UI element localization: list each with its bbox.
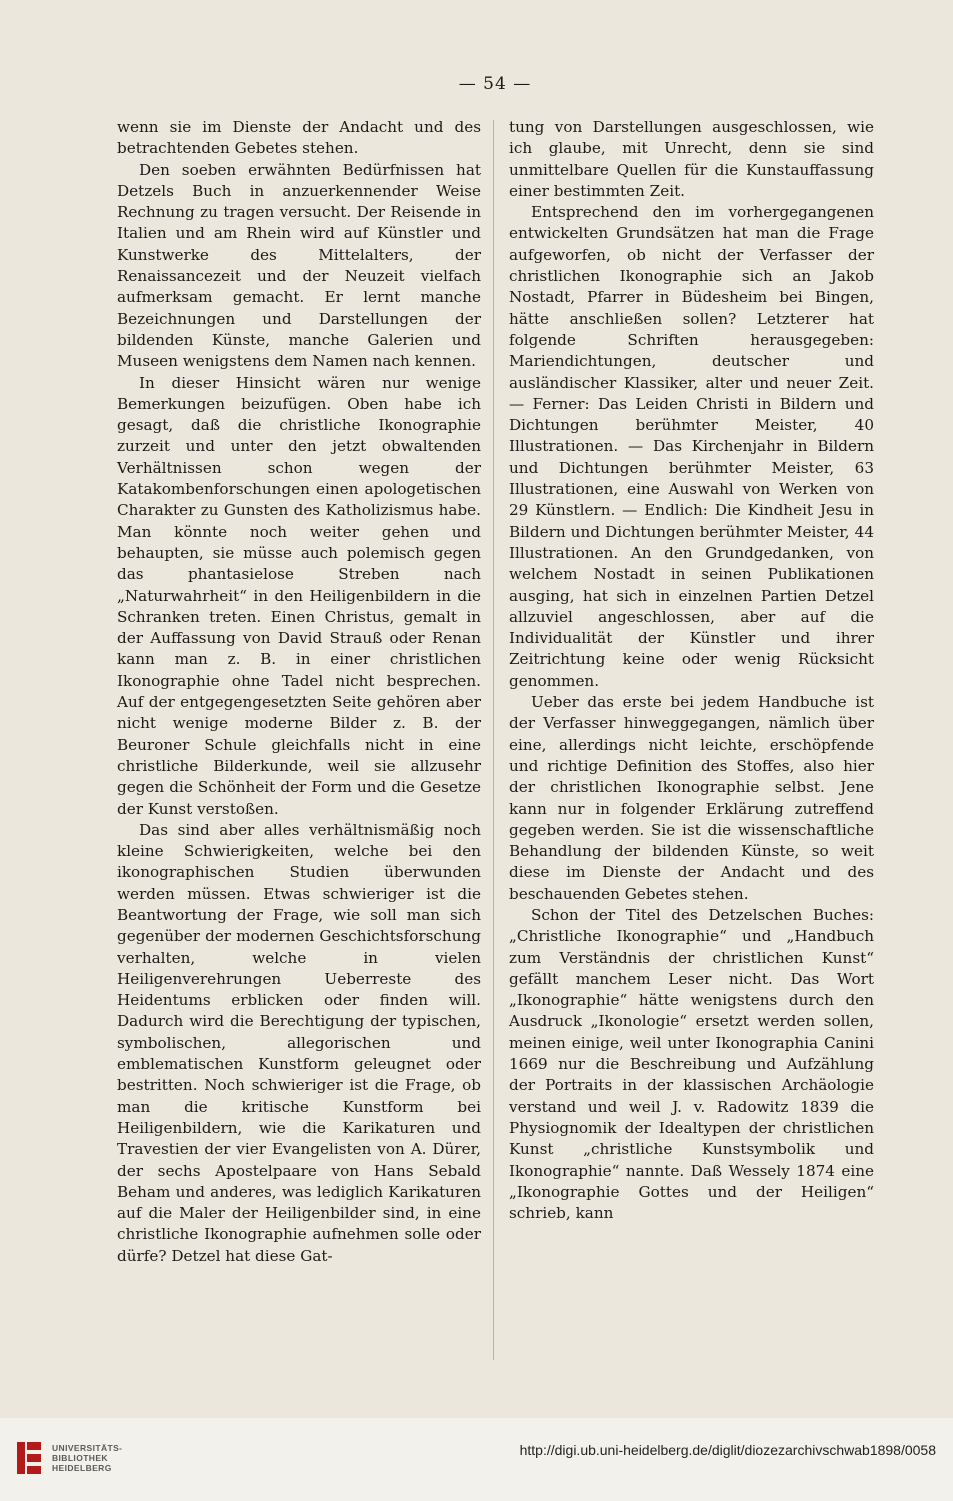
paragraph: Das sind aber alles verhältnismäßig noch kleine Schwierigkeiten, welche bei den ikonographischen Studien überwunden werden müssen. Etwas schwieriger ist die Beantwortung der Frage, wie soll man sich gegenüber der modernen Geschichtsforschung verhalten, welche in vielen Heiligenverehrungen Ueberreste des Heidentums erblicken oder finden will. Dadurch wird die Berechtigung der typischen, symbolischen, allegorischen und emblematischen Kunstform geleugnet oder bestritten. Noch schwieriger ist die Frage, ob man die kritische Kunstform bei Heiligenbildern, wie die Karikaturen und Travestien der vier Evangelisten von A. Dürer, der sechs Apostelpaare von Hans Sebald Beham und anderes, was lediglich Karikaturen auf die Maler der Heiligenbilder sind, in eine christliche Ikonographie aufnehmen solle oder dürfe? Detzel hat diese Gat- <box>117 820 481 1265</box>
paragraph: Ueber das erste bei jedem Handbuche ist der Verfasser hinweggegangen, nämlich über eine, allerdings nicht leichte, erschöpfende und richtige Definition des Stoffes, also hier der christlichen Ikonographie selbst. Jene kann nur in folgender Erklärung zutreffend gegeben werden. Sie ist die wissenschaftliche Behandlung der bildenden Künste, so weit diese im Dienste der Andacht und des beschauenden Gebetes stehen. <box>509 693 874 903</box>
paragraph: Entsprechend den im vorhergegangenen entwickelten Grundsätzen hat man die Frage aufgeworfen, ob nicht der Verfasser der christlichen Ikonographie sich an Jakob Nostadt, Pfarrer in Büdesheim bei Bingen, hätte anschließen sollen? Letzterer hat folgende Schriften herausgegeben: Mariendichtungen, deutscher und ausländischer Klassiker, alter und neuer Zeit. — Ferner: Das Leiden Christi in Bildern und Dichtungen berühmter Meister, 40 Illustrationen. — Das Kirchenjahr in Bildern und Dichtungen berühmter Meister, 63 Illustrationen, eine Auswahl von Werken von 29 Künstlern. — Endlich: Die Kindheit Jesu in Bildern und Dichtungen berühmter Meister, 44 Illustrationen. An den Grundgedanken, von welchem Nostadt in seinen Publikationen ausging, hat sich in einzelnen Partien Detzel allzuviel angeschlossen, aber auf die Individualität der Künstler und ihrer Zeitrichtung keine oder wenig Rücksicht genommen. <box>509 203 874 690</box>
library-logo[interactable] <box>14 1438 122 1478</box>
paragraph: Schon der Titel des Detzelschen Buches: „Christliche Ikonographie“ und „Handbuch zum Verständnis der christlichen Kunst“ gefällt manchem Leser nicht. Das Wort „Ikonographie“ hätte wenigstens durch den Ausdruck „Ikonologie“ ersetzt werden sollen, meinen einige, weil unter Ikonographia Canini 1669 nur die Beschreibung und Aufzählung der Portraits in der klassischen Archäologie verstand und weil J. v. Radowitz 1839 die Physiognomik der Idealtypen der christlichen Kunst „christliche Kunstsymbolik und Ikonographie“ nannte. Daß Wessely 1874 eine „Ikonographie Gottes und der Heiligen“ schrieb, kann <box>509 905 874 1223</box>
library-name <box>52 1443 122 1473</box>
right-column <box>509 117 874 1224</box>
university-seal-icon <box>14 1438 44 1478</box>
left-column <box>117 117 481 1267</box>
page-number: — 54 — <box>458 74 532 94</box>
viewer-footer <box>0 1418 953 1501</box>
paragraph: tung von Darstellungen ausgeschlossen, wie ich glaube, mit Unrecht, denn sie sind unmittelbare Quellen für die Kunstauffassung einer bestimmten Zeit. <box>509 118 874 200</box>
logo-line: BIBLIOTHEK <box>52 1453 108 1463</box>
logo-line: HEIDELBERG <box>52 1463 112 1473</box>
permalink-url[interactable]: http://digi.ub.uni-heidelberg.de/diglit/diozezarchivschwab1898/0058 <box>519 1442 936 1458</box>
paragraph: In dieser Hinsicht wären nur wenige Bemerkungen beizufügen. Oben habe ich gesagt, daß die christliche Ikonographie zurzeit und unter den jetzt obwaltenden Verhältnissen schon wegen der Katakombenforschungen einen apologetischen Charakter zu Gunsten des Katholizismus habe. Man könnte noch weiter gehen und behaupten, sie müsse auch polemisch gegen das phantasielose Streben nach „Naturwahrheit“ in den Heiligenbildern in die Schranken treten. Einen Christus, gemalt in der Auffassung von David Strauß oder Renan kann man z. B. in einer christlichen Ikonographie ohne Tadel nicht besprechen. Auf der entgegengesetzten Seite gehören aber nicht wenige moderne Bilder z. B. der Beuroner Schule gleichfalls nicht in eine christliche Bilderkunde, weil sie allzusehr gegen die Schönheit der Form und die Gesetze der Kunst verstoßen. <box>117 373 481 818</box>
paragraph: Den soeben erwähnten Bedürfnissen hat Detzels Buch in anzuerkennender Weise Rechnung zu tragen versucht. Der Reisende in Italien und am Rhein wird auf Künstler und Kunstwerke des Mittelalters, der Renaissancezeit und der Neuzeit vielfach aufmerksam gemacht. Er lernt manche Bezeichnungen und Darstellungen der bildenden Künste, manche Galerien und Museen wenigstens dem Namen nach kennen. <box>117 160 481 371</box>
column-divider <box>493 120 494 1360</box>
paragraph: wenn sie im Dienste der Andacht und des betrachtenden Gebetes stehen. <box>117 118 481 158</box>
logo-line: UNIVERSITÄTS- <box>52 1443 123 1453</box>
